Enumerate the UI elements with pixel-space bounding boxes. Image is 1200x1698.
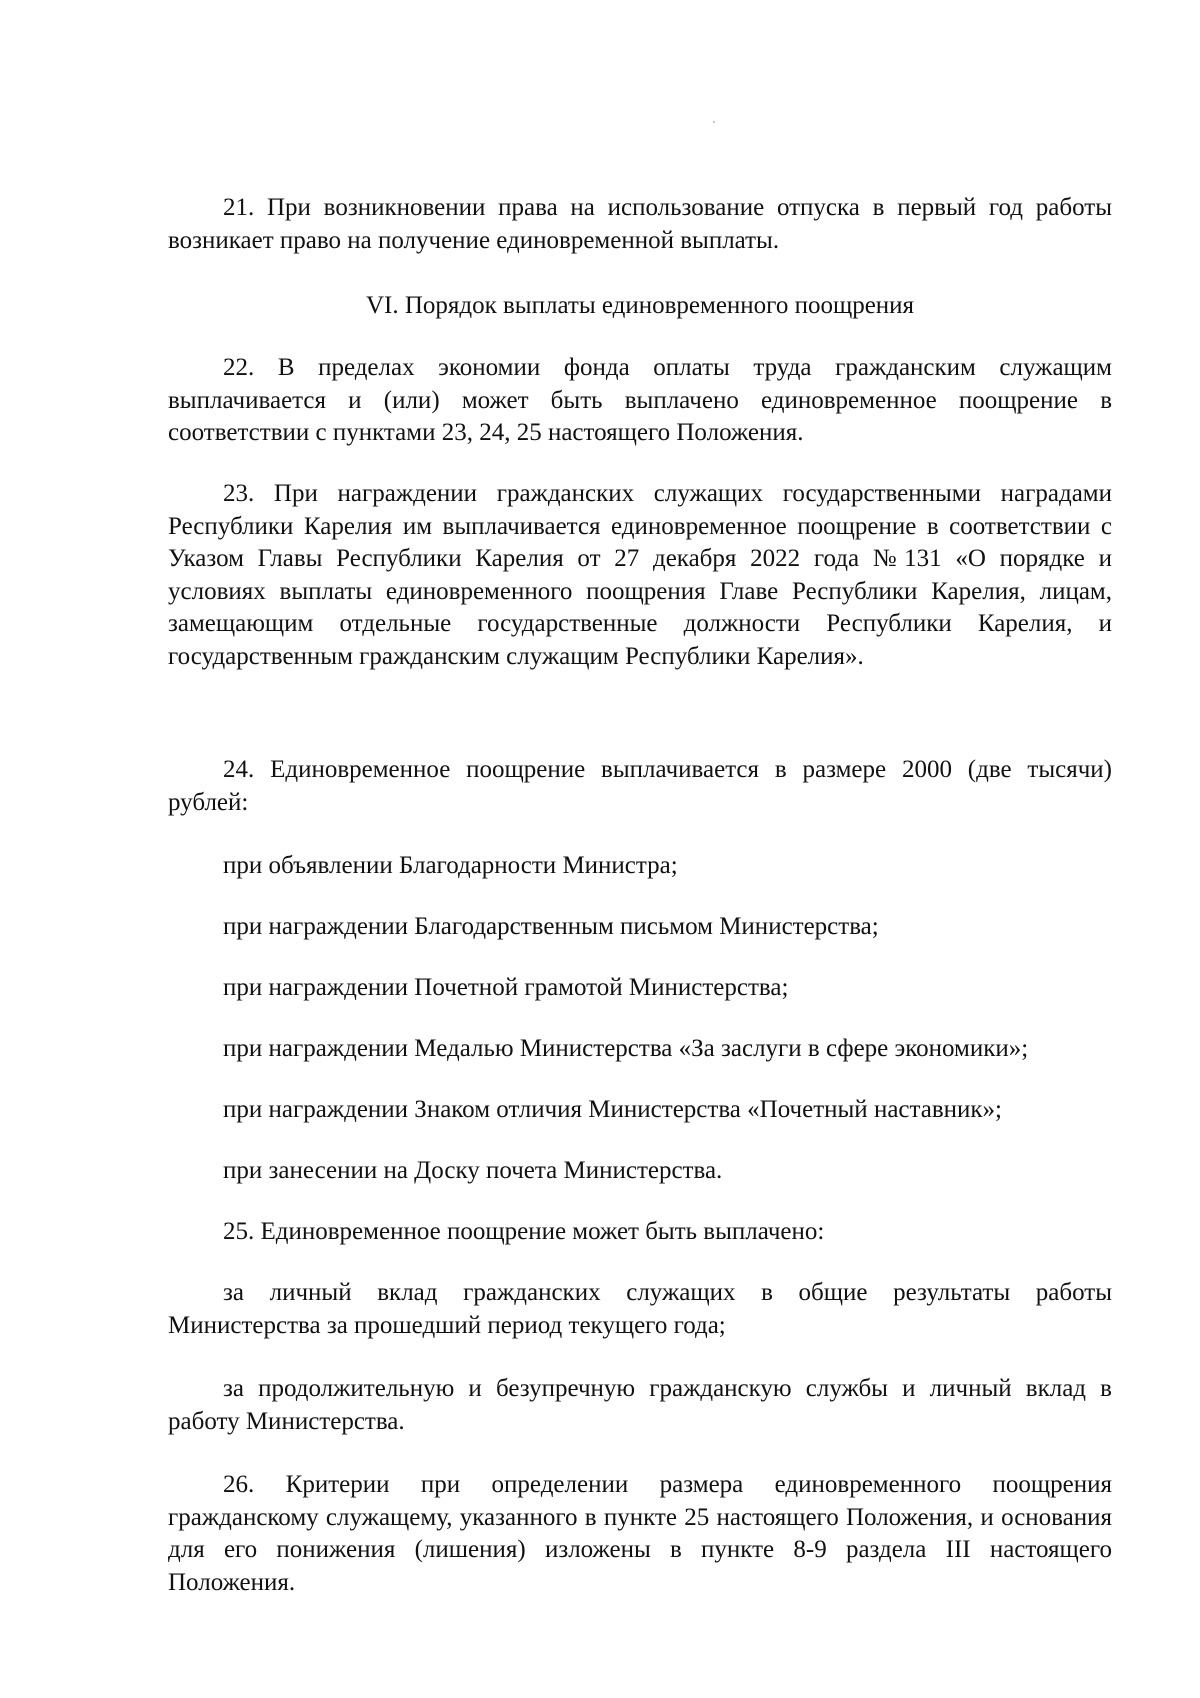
list-item: при награждении Знаком отличия Министерства «Почетный наставник»; xyxy=(223,1096,1002,1123)
paragraph-25: 25. Единовременное поощрение может быть выплачено: xyxy=(223,1218,825,1245)
paragraph-23: 23. При награждении гражданских служащих государственными наградами Республики Карелия им выплачивается единовременное поощрение в соответствии с Указом Главы Республики Карелия от 27 декабря 2022 года №131 «О порядке и условиях выплаты единовременного поощрения Главе Республики Карелия, лицам, замещающим отдельные государственные должности Республики Карелия, и государственным гражданским служащим Республики Карелия». xyxy=(168,480,1112,670)
list-item: при награждении Благодарственным письмом Министерства; xyxy=(223,913,879,940)
paragraph-26: 26. Критерии при определении размера единовременного поощрения гражданскому служащему, указанного в пункте 25 настоящего Положения, и основания для его понижения (лишения) изложены в пункте 8-9 раздела III настоящего Положения. xyxy=(168,1471,1112,1596)
paragraph-22: 22. В пределах экономии фонда оплаты труда гражданским служащим выплачивается и (или) может быть выплачено единовременное поощрение в соответствии с пунктами 23, 24, 25 настоящего Положения. xyxy=(168,354,1112,446)
list-item: при награждении Медалью Министерства «За заслуги в сфере экономики»; xyxy=(223,1035,1029,1062)
paragraph-24: 24. Единовременное поощрение выплачивается в размере 2000 (две тысячи) рублей: xyxy=(168,756,1112,816)
list-item: при объявлении Благодарности Министра; xyxy=(223,852,678,879)
list-item: при награждении Почетной грамотой Министерства; xyxy=(223,974,789,1001)
list-item: при занесении на Доску почета Министерства. xyxy=(223,1157,723,1184)
section-heading: VI. Порядок выплаты единовременного поощрения xyxy=(365,292,915,319)
paragraph-25-item-1: за личный вклад гражданских служащих в общие результаты работы Министерства за прошедший период текущего года; xyxy=(168,1279,1112,1339)
paragraph-21: 21. При возникновении права на использование отпуска в первый год работы возникает право на получение единовременной выплаты. xyxy=(168,194,1112,254)
paragraph-25-item-2: за продолжительную и безупречную гражданскую службы и личный вклад в работу Министерства. xyxy=(168,1375,1112,1435)
scan-speck xyxy=(713,121,715,123)
